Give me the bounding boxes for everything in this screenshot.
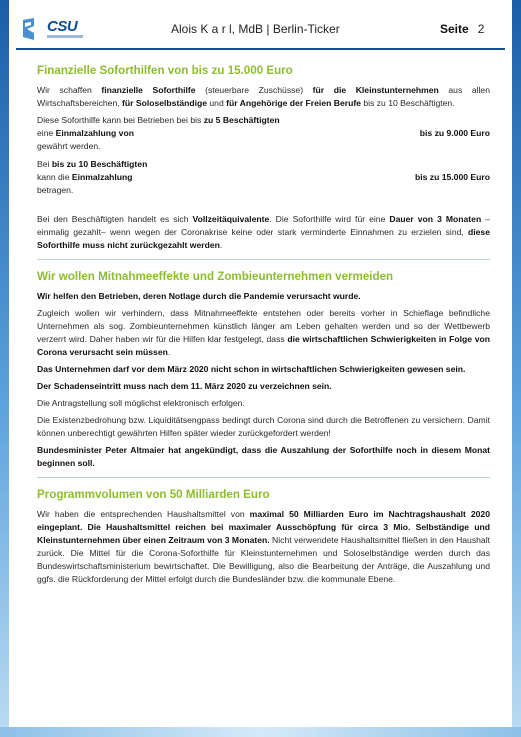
paragraph xyxy=(37,508,490,586)
paragraph xyxy=(37,397,490,410)
paragraph xyxy=(37,363,490,376)
bold-text: finanzielle Soforthilfe xyxy=(101,85,196,95)
csu-logo-text: CSU xyxy=(47,18,78,35)
text: . xyxy=(167,347,171,357)
text: Zugleich wollen wir verhindern, dass Mitnahmeeffekte entstehen oder bereits vorher in Schieflage befindliche Unternehmen als sog. Zombieunternehmen künstlich länger am Leben gehalten werden und so der Wettbewerb verzerrt wird. Daher haben wir für die Hilfen klar festgelegt, dass xyxy=(37,308,490,344)
bold-text: Bundesminister Peter Altmaier hat angekündigt, dass die Auszahlung der Soforthilfe noch in diesem Monat beginnen soll. xyxy=(37,445,490,468)
text: aus allen Wirtschaftsbereichen, xyxy=(37,85,490,108)
paragraph xyxy=(37,213,490,252)
text: . Die Soforthilfe wird für eine xyxy=(269,214,390,224)
page-frame-left xyxy=(0,0,9,737)
paragraph xyxy=(37,307,490,359)
text: – einmalig gezahlt– wenn wegen der Coronakrise keine oder stark verminderte Einnahmen zu erzielen sind, xyxy=(37,214,491,237)
tier-small-business xyxy=(37,114,490,153)
text: und xyxy=(207,98,227,108)
header-divider xyxy=(16,48,505,50)
page-number: 2 xyxy=(477,22,485,36)
tier-amount: bis zu 9.000 Euro xyxy=(419,128,490,138)
text: Die Antragstellung soll möglichst elektronisch erfolgen. xyxy=(37,398,245,408)
page-label: Seite xyxy=(440,22,469,36)
bold-text: zu 5 Beschäftigten xyxy=(203,115,280,125)
text: Die Existenzbedrohung bzw. Liquiditätsengpass bedingt durch Corona sind durch die Betroffenen zu versichern. Damit können unberechtigt gewährten Hilfen später wieder zurückgefordert werden! xyxy=(37,415,490,438)
text: Wir schaffen xyxy=(37,85,102,95)
csu-logo xyxy=(22,17,102,41)
text: Nicht verwendete Haushaltsmittel fließen in den Haushalt zurück. Die Mittel für die Corona-Soforthilfe für Kleinstunternehmen und Soloselbständige werden durch das Bundeswirtschaftsministerium bewirtschaftet. Die Bewilligung, also die Bearbeitung der Anträge, die Auszahlung und ggfs. die Rückforderung der Mittel erfolgt durch die Bundesländer bzw. die kommunale Ebene. xyxy=(37,535,490,584)
text: (steuerbare Zuschüsse) xyxy=(195,85,313,95)
tier-medium-business xyxy=(37,158,490,197)
tier-line: gewährt werden. xyxy=(37,141,101,151)
paragraph xyxy=(37,414,490,440)
csu-lion-icon xyxy=(22,17,36,41)
page-header xyxy=(16,17,504,43)
text: Bei den Beschäftigten handelt es sich xyxy=(37,214,193,224)
page-frame-right xyxy=(512,0,521,737)
text: Bei xyxy=(37,159,52,169)
tier-line xyxy=(37,127,134,140)
page-title: Alois K a r l, MdB | Berlin-Ticker xyxy=(171,22,340,36)
page-indicator xyxy=(440,22,484,36)
tier-amount: bis zu 15.000 Euro xyxy=(415,172,490,182)
bold-text: Wir helfen den Betrieben, deren Notlage durch die Pandemie verursacht wurde. xyxy=(37,291,361,301)
bold-text: diese Soforthilfe muss nicht zurückgezahlt werden xyxy=(37,227,490,250)
tier-line: betragen. xyxy=(37,185,74,195)
paragraph xyxy=(37,84,490,110)
section-divider xyxy=(37,259,490,260)
tier-line xyxy=(37,114,490,127)
bold-text: für die Kleinstunternehmen xyxy=(312,85,439,95)
bold-text: Dauer von 3 Monaten xyxy=(389,214,482,224)
section-heading-soforthilfen: Finanzielle Soforthilfen von bis zu 15.000 Euro xyxy=(37,64,293,77)
bold-text: für Angehörige der Freien Berufe xyxy=(226,98,361,108)
tier-line xyxy=(37,158,490,171)
tier-line xyxy=(37,171,133,184)
page-frame-bottom xyxy=(0,727,521,737)
paragraph xyxy=(37,290,490,303)
bold-text: Der Schadenseintritt muss nach dem 11. März 2020 zu verzeichnen sein. xyxy=(37,381,332,391)
text: kann die xyxy=(37,172,72,182)
section-heading-mitnahmeeffekte: Wir wollen Mitnahmeeffekte und Zombieunternehmen vermeiden xyxy=(37,270,394,283)
paragraph xyxy=(37,380,490,393)
paragraph xyxy=(37,444,490,470)
text: eine xyxy=(37,128,56,138)
bold-text: maximal 50 Milliarden Euro im Nachtragshaushalt 2020 eingeplant. Die Haushaltsmittel reichen bei maximaler Ausschöpfung für circa 3 Mio. Selbständige und Kleinstunternehmen über einen Zeitraum von 3 Monaten. xyxy=(37,509,490,545)
text: Diese Soforthilfe kann bei Betrieben bei bis xyxy=(37,115,204,125)
section-heading-programmvolumen: Programmvolumen von 50 Milliarden Euro xyxy=(37,488,270,501)
bold-text: für Soloselbständige xyxy=(122,98,208,108)
bold-text: Einmalzahlung xyxy=(71,172,133,182)
section-divider xyxy=(37,477,490,478)
text: bis zu 10 Beschäftigten. xyxy=(360,98,455,108)
bold-text: Einmalzahlung von xyxy=(55,128,134,138)
text: Wir haben die entsprechenden Haushaltsmittel von xyxy=(37,509,250,519)
document-body xyxy=(37,64,490,590)
bold-text: die wirtschaftlichen Schwierigkeiten in Folge von Corona verursacht sein müssen xyxy=(37,334,490,357)
bold-text: Das Unternehmen darf vor dem März 2020 nicht schon in wirtschaftlichen Schwierigkeiten gewesen sein. xyxy=(37,364,466,374)
bold-text: bis zu 10 Beschäftigten xyxy=(51,159,148,169)
bold-text: Vollzeitäquivalente xyxy=(192,214,270,224)
text: . xyxy=(219,240,223,250)
csu-logo-subline xyxy=(47,35,83,38)
